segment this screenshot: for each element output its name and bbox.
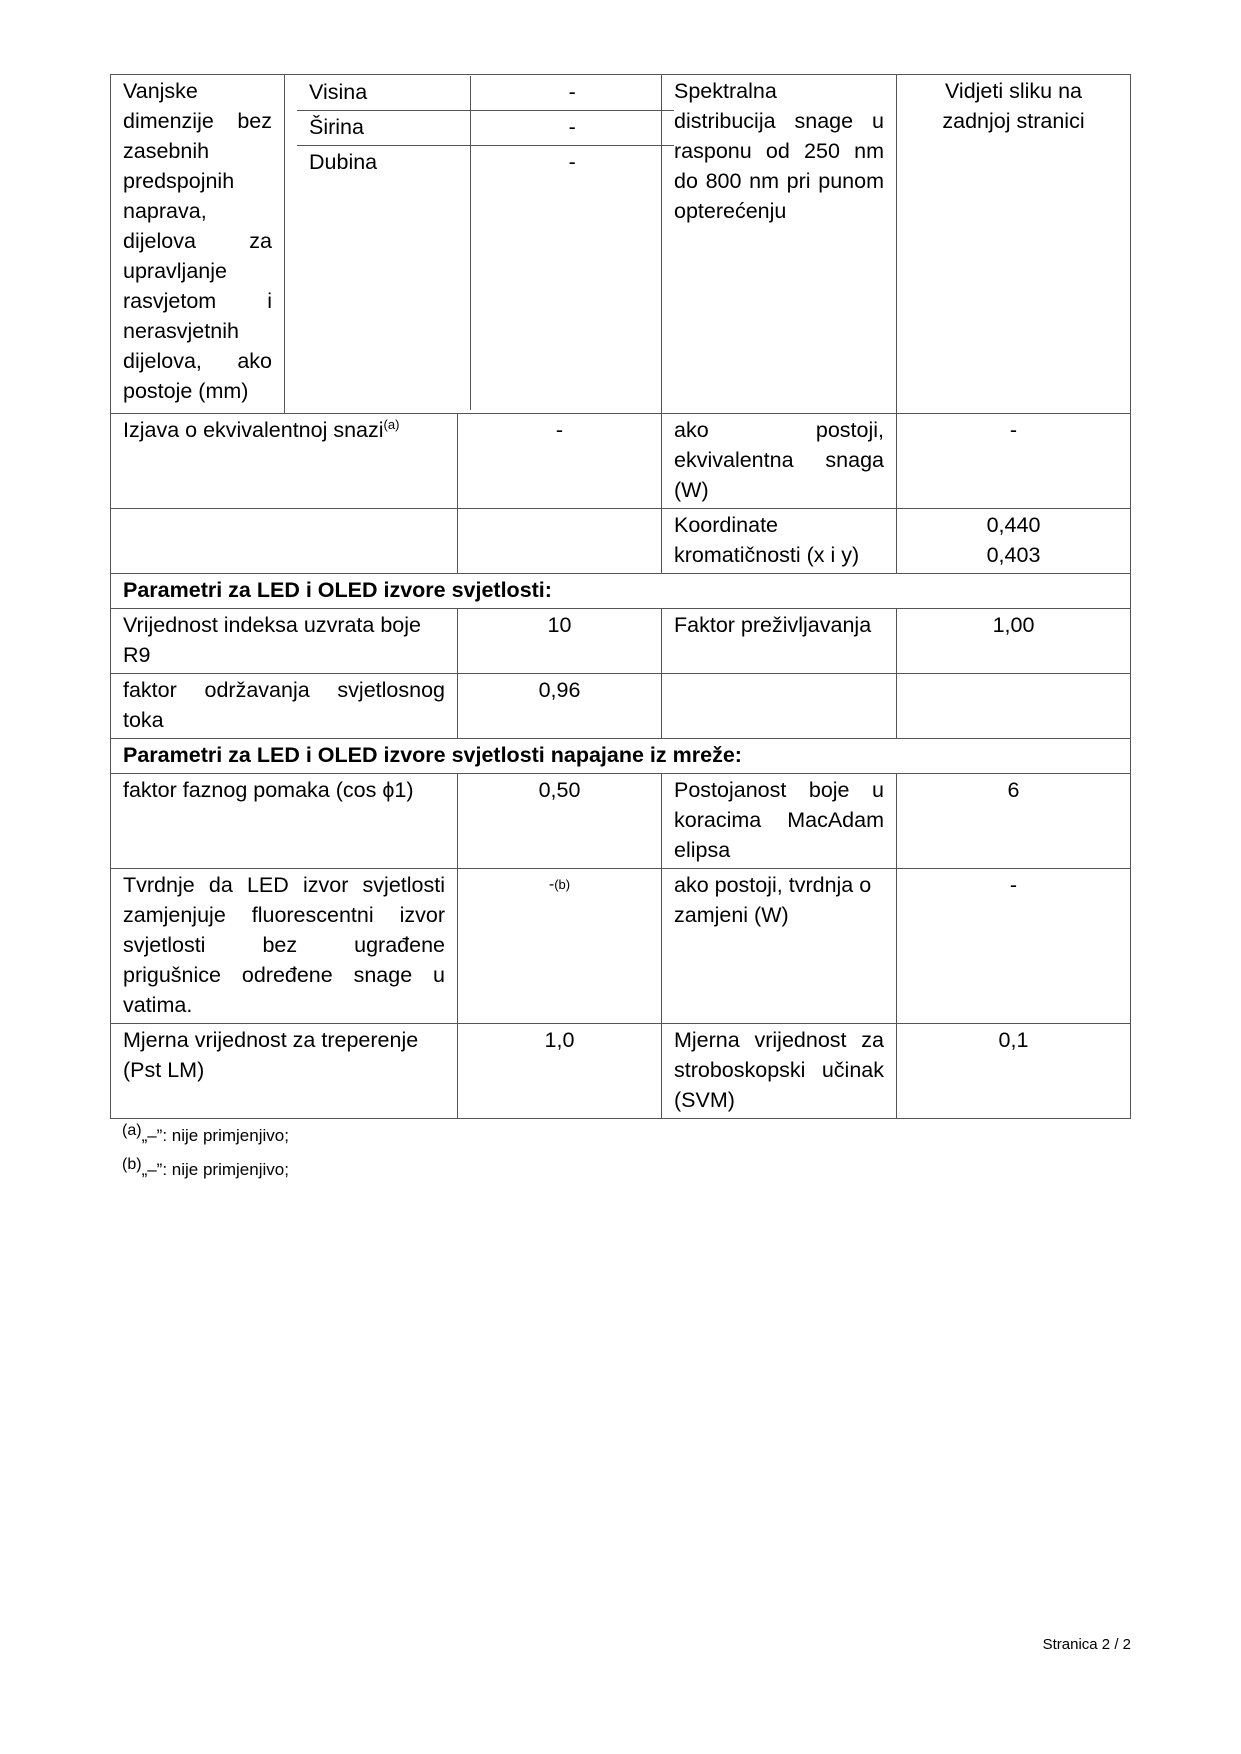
page-number: Stranica 2 / 2	[1042, 1636, 1131, 1653]
footnote-ref-a: (a)	[383, 417, 400, 432]
depth-label: Dubina	[309, 150, 378, 174]
replacement-claim-label: Tvrdnje da LED izvor svjetlosti zamjenjuje fluorescentni izvor svjetlosti bez ugrađene prigušnice određene snage u vatima.	[111, 869, 458, 1024]
footnote-text: „–”: nije primjenjivo;	[141, 1160, 289, 1179]
chromaticity-values	[897, 509, 1131, 574]
width-label: Širina	[297, 111, 470, 146]
r9-label: Vrijednost indeksa uzvrata boje R9	[111, 609, 458, 674]
displacement-factor-label: faktor faznog pomaka (cos ϕ1)	[111, 774, 458, 869]
parameters-table	[110, 74, 1131, 1119]
replacement-claim-value-cell	[458, 869, 662, 1024]
colour-consistency-label: Postojanost boje u koracima MacAdam elipsa	[662, 774, 897, 869]
dimensions-label: Vanjske dimenzije bez zasebnih predspojnih naprava, dijelova za upravljanje rasvjetom i nerasvjetnih dijelova, ako postoje (mm)	[111, 75, 285, 414]
footnote-b	[122, 1156, 1130, 1181]
dimensions-subtable	[297, 76, 674, 410]
table-row-flicker	[111, 1024, 1131, 1119]
table-row-lumen-maintenance	[111, 674, 1131, 739]
section-heading-led: Parametri za LED i OLED izvore svjetlosti:	[111, 574, 1131, 609]
footnote-mark: (a)	[122, 1122, 142, 1139]
section-row-mains	[111, 739, 1131, 774]
lumen-maintenance-value: 0,96	[458, 674, 662, 739]
equivalent-wattage-label: ako postoji, ekvivalentna snaga (W)	[662, 414, 897, 509]
footnotes	[110, 1122, 1130, 1181]
width-value: -	[470, 111, 674, 146]
stroboscopic-metric-value: 0,1	[897, 1024, 1131, 1119]
document-page	[110, 74, 1130, 1193]
footnote-mark: (b)	[122, 1156, 142, 1173]
colour-consistency-value: 6	[897, 774, 1131, 869]
table-row	[297, 146, 674, 411]
empty-cell	[662, 674, 897, 739]
height-value: -	[470, 76, 674, 111]
height-label: Visina	[297, 76, 470, 111]
table-row-equivalent-power	[111, 414, 1131, 509]
replacement-claim-value: -	[548, 876, 555, 893]
equivalent-power-label: Izjava o ekvivalentnoj snazi	[123, 418, 384, 442]
table-row-chromaticity	[111, 509, 1131, 574]
table-row-displacement	[111, 774, 1131, 869]
table-row	[297, 111, 674, 146]
footnote-ref-b: (b)	[554, 877, 571, 892]
stroboscopic-metric-label: Mjerna vrijednost za stroboskopski učinak (SVM)	[662, 1024, 897, 1119]
table-row-replacement	[111, 869, 1131, 1024]
survival-factor-value: 1,00	[897, 609, 1131, 674]
spectral-distribution-value: Vidjeti sliku na zadnjoj stranici	[897, 75, 1131, 414]
dimensions-subtable-cell	[285, 75, 662, 414]
empty-cell	[897, 674, 1131, 739]
equivalent-power-label-cell	[111, 414, 458, 509]
chromaticity-y: 0,403	[986, 543, 1041, 567]
table-row	[297, 76, 674, 111]
lumen-maintenance-label: faktor održavanja svjetlosnog toka	[111, 674, 458, 739]
survival-factor-label: Faktor preživljavanja	[662, 609, 897, 674]
table-row-dimensions	[111, 75, 1131, 414]
equivalent-wattage-value: -	[897, 414, 1131, 509]
replacement-wattage-value: -	[897, 869, 1131, 1024]
empty-cell	[458, 509, 662, 574]
chromaticity-label: Koordinate kromatičnosti (x i y)	[662, 509, 897, 574]
replacement-wattage-label: ako postoji, tvrdnja o zamjeni (W)	[662, 869, 897, 1024]
depth-value: -	[470, 146, 674, 411]
table-row-r9	[111, 609, 1131, 674]
r9-value: 10	[458, 609, 662, 674]
empty-cell	[111, 509, 458, 574]
footnote-text: „–”: nije primjenjivo;	[141, 1126, 289, 1145]
equivalent-power-value: -	[458, 414, 662, 509]
displacement-factor-value: 0,50	[458, 774, 662, 869]
section-heading-mains: Parametri za LED i OLED izvore svjetlosti napajane iz mreže:	[111, 739, 1131, 774]
section-row-led	[111, 574, 1131, 609]
footnote-a	[122, 1122, 1130, 1147]
flicker-metric-value: 1,0	[458, 1024, 662, 1119]
spectral-distribution-label: Spektralna distribucija snage u rasponu od 250 nm do 800 nm pri punom opterećenju	[662, 75, 897, 414]
chromaticity-x: 0,440	[986, 513, 1041, 537]
flicker-metric-label: Mjerna vrijednost za treperenje (Pst LM)	[111, 1024, 458, 1119]
